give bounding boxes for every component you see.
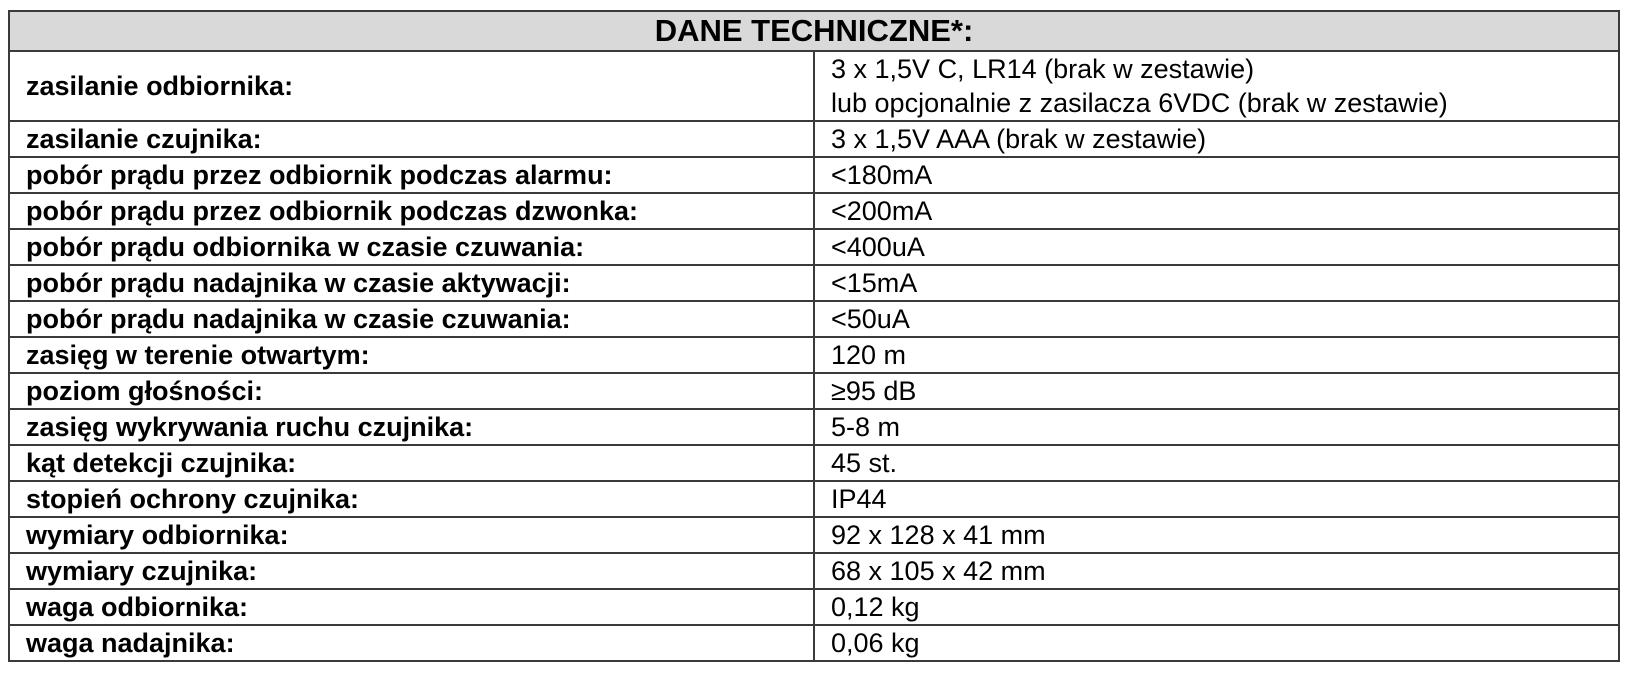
- spec-label: waga odbiornika:: [9, 589, 814, 625]
- table-row: [9, 51, 1619, 121]
- table-row: [9, 157, 1619, 193]
- table-row: [9, 625, 1619, 661]
- spec-value: [814, 51, 1619, 121]
- table-body: [9, 51, 1619, 661]
- spec-label: pobór prądu przez odbiornik podczas dzwonka:: [9, 193, 814, 229]
- table-row: [9, 445, 1619, 481]
- table-row: [9, 481, 1619, 517]
- table-title: DANE TECHNICZNE*:: [9, 11, 1619, 51]
- table-row: [9, 517, 1619, 553]
- table-row: [9, 553, 1619, 589]
- table-row: [9, 265, 1619, 301]
- table-row: [9, 121, 1619, 157]
- spec-label: zasilanie czujnika:: [9, 121, 814, 157]
- spec-value-line: 92 x 128 x 41 mm: [831, 520, 1046, 550]
- spec-value-line: 120 m: [831, 340, 907, 370]
- spec-value: [814, 625, 1619, 661]
- spec-label: kąt detekcji czujnika:: [9, 445, 814, 481]
- table-row: [9, 589, 1619, 625]
- spec-value: [814, 445, 1619, 481]
- spec-value: [814, 373, 1619, 409]
- table-row: [9, 301, 1619, 337]
- spec-value: [814, 517, 1619, 553]
- spec-label: wymiary odbiornika:: [9, 517, 814, 553]
- spec-label: wymiary czujnika:: [9, 553, 814, 589]
- spec-label: pobór prądu odbiornika w czasie czuwania:: [9, 229, 814, 265]
- spec-label: stopień ochrony czujnika:: [9, 481, 814, 517]
- spec-label: pobór prądu przez odbiornik podczas alarmu:: [9, 157, 814, 193]
- spec-value: [814, 301, 1619, 337]
- spec-value: [814, 409, 1619, 445]
- spec-label: zasięg w terenie otwartym:: [9, 337, 814, 373]
- spec-value-line: 0,12 kg: [831, 592, 920, 622]
- spec-value: [814, 589, 1619, 625]
- spec-value: [814, 265, 1619, 301]
- table-row: [9, 373, 1619, 409]
- spec-label: waga nadajnika:: [9, 625, 814, 661]
- spec-value: [814, 229, 1619, 265]
- spec-label: zasięg wykrywania ruchu czujnika:: [9, 409, 814, 445]
- spec-value-line: <180mA: [831, 160, 933, 190]
- spec-value-line: 68 x 105 x 42 mm: [831, 556, 1046, 586]
- spec-value-line: 0,06 kg: [831, 628, 920, 658]
- spec-value-line: 45 st.: [831, 448, 898, 478]
- spec-label: pobór prądu nadajnika w czasie aktywacji:: [9, 265, 814, 301]
- table-row: [9, 229, 1619, 265]
- spec-value-line: 5-8 m: [831, 412, 901, 442]
- spec-value: [814, 481, 1619, 517]
- table-row: [9, 409, 1619, 445]
- spec-value-line: <15mA: [831, 268, 918, 298]
- spec-value-line: 3 x 1,5V C, LR14 (brak w zestawie): [831, 54, 1255, 84]
- spec-label: poziom głośności:: [9, 373, 814, 409]
- spec-value: [814, 193, 1619, 229]
- spec-value-line: ≥95 dB: [831, 376, 917, 406]
- spec-value: [814, 121, 1619, 157]
- spec-value-line: <400uA: [831, 232, 925, 262]
- spec-label: zasilanie odbiornika:: [9, 51, 814, 121]
- spec-label: pobór prądu nadajnika w czasie czuwania:: [9, 301, 814, 337]
- table-row: [9, 193, 1619, 229]
- spec-value-line: <200mA: [831, 196, 933, 226]
- technical-data-table: [8, 10, 1620, 662]
- spec-value: [814, 157, 1619, 193]
- spec-value-line: IP44: [831, 484, 887, 514]
- spec-value-line: 3 x 1,5V AAA (brak w zestawie): [831, 124, 1207, 154]
- spec-value: [814, 337, 1619, 373]
- table-row: [9, 337, 1619, 373]
- spec-value: [814, 553, 1619, 589]
- spec-value-line: lub opcjonalnie z zasilacza 6VDC (brak w zestawie): [831, 88, 1448, 118]
- table-header-row: [9, 11, 1619, 51]
- spec-value-line: <50uA: [831, 304, 910, 334]
